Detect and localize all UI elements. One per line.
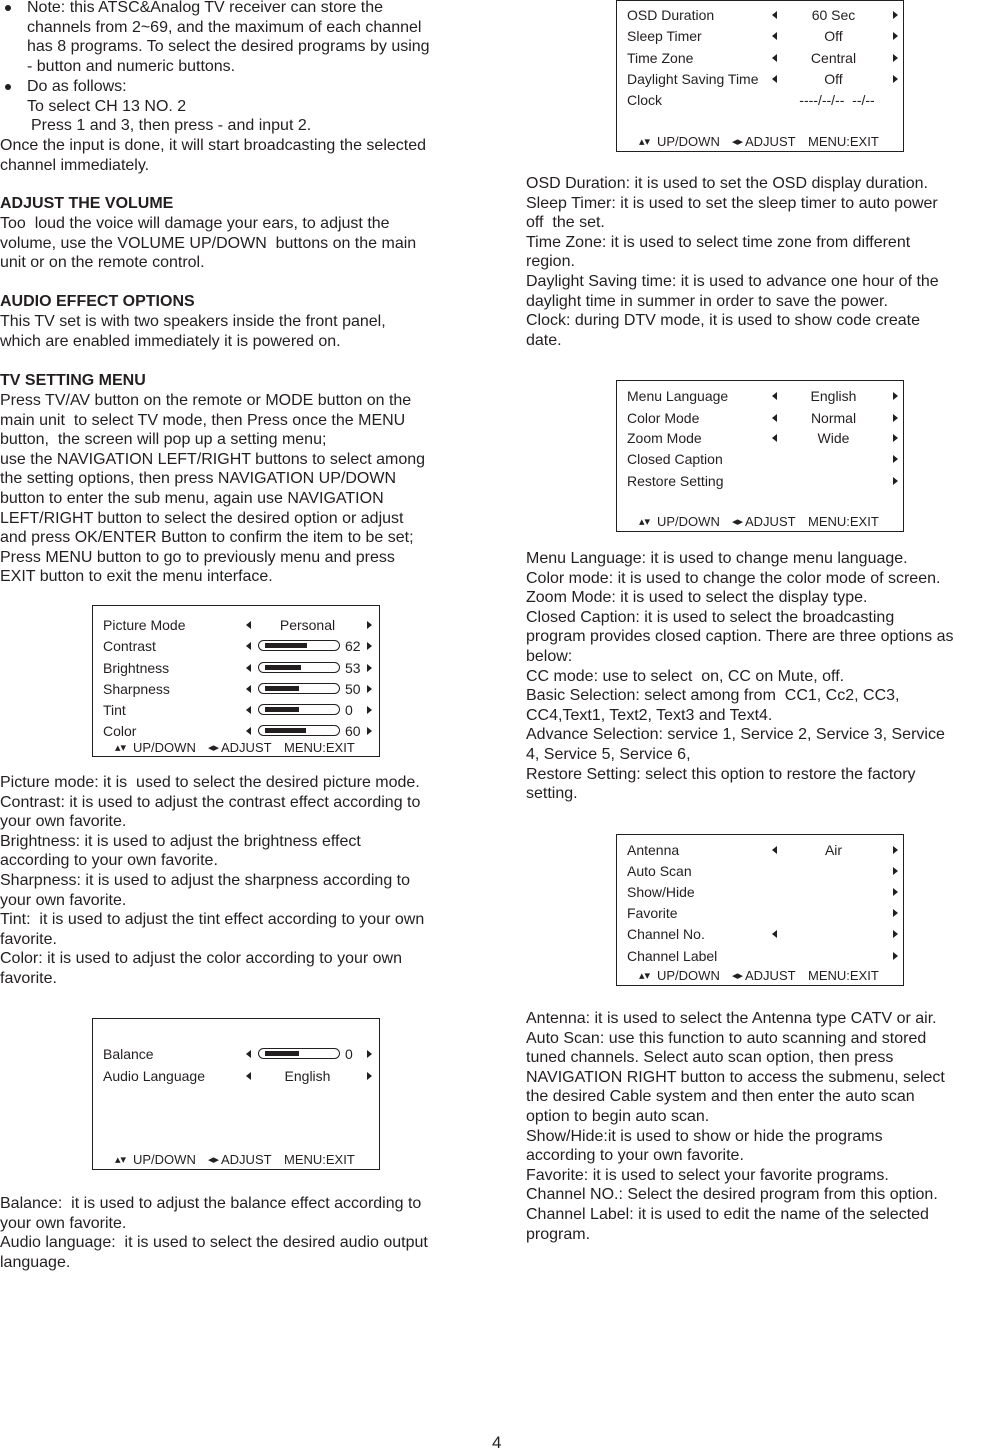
menu-row-value: 50 — [345, 681, 361, 697]
menu-row-label: Channel Label — [627, 948, 718, 964]
audio-description — [0, 1194, 428, 1272]
right-arrow-icon[interactable] — [893, 414, 898, 422]
menu-row-value: ----/--/-- --/-- — [799, 92, 875, 108]
up-down-arrows-icon: ▴▾ — [115, 1154, 127, 1166]
value-slider[interactable] — [258, 683, 340, 694]
menu-row-value: 60 Sec — [811, 7, 856, 23]
menu-row-label: Closed Caption — [627, 451, 723, 467]
up-down-arrows-icon: ▴▾ — [639, 136, 651, 148]
text-line: Do as follows: — [27, 78, 127, 95]
right-arrow-icon[interactable] — [893, 392, 898, 400]
time-menu — [616, 0, 904, 152]
text-line: tuned channels. Select auto scan option, then press — [526, 1049, 894, 1067]
text-line: volume, use the VOLUME UP/DOWN buttons on the main — [0, 234, 417, 252]
left-arrow-icon[interactable] — [772, 930, 777, 938]
text-line: Favorite: it is used to select your favorite programs. — [526, 1166, 889, 1184]
left-arrow-icon[interactable] — [246, 621, 251, 629]
footer-updown: UP/DOWN — [657, 514, 720, 529]
menu-row-label: Daylight Saving Time — [627, 71, 759, 87]
menu-row-label: Channel No. — [627, 926, 705, 942]
menu-row-label: Show/Hide — [627, 884, 695, 900]
bullet-icon — [5, 84, 11, 90]
menu-row[interactable] — [617, 49, 903, 67]
text-line: which are enabled immediately it is powered on. — [0, 332, 341, 350]
menu-row-label: Sharpness — [103, 681, 170, 697]
text-line: option to begin auto scan. — [526, 1107, 710, 1125]
text-line: favorite. — [0, 930, 57, 948]
menu-row[interactable] — [617, 947, 903, 965]
page-number: 4 — [492, 1433, 502, 1450]
text-line: Balance: it is used to adjust the balance effect according to — [0, 1195, 422, 1212]
text-line: CC mode: use to select on, CC on Mute, off. — [526, 667, 845, 685]
menu-row[interactable] — [617, 450, 903, 468]
text-line: daylight time in summer in order to save the power. — [526, 292, 888, 310]
footer-adjust: ADJUST — [221, 1152, 272, 1167]
menu-row-value: 0 — [345, 1046, 353, 1062]
menu-row[interactable] — [93, 659, 379, 677]
text-line: CC4,Text1, Text2, Text3 and Text4. — [526, 706, 773, 724]
text-line: and press OK/ENTER Button to confirm the item to be set; — [0, 529, 414, 547]
left-arrow-icon[interactable] — [772, 392, 777, 400]
text-line: the setting options, then press NAVIGATION UP/DOWN — [0, 470, 396, 488]
note-bullet — [27, 0, 430, 76]
right-arrow-icon[interactable] — [893, 54, 898, 62]
right-arrow-icon[interactable] — [893, 32, 898, 40]
footer-adjust: ADJUST — [745, 968, 796, 983]
text-line: setting. — [526, 785, 578, 803]
value-slider[interactable] — [258, 640, 340, 651]
menu-row-value: 60 — [345, 723, 361, 739]
heading-tv-setting-menu — [0, 371, 146, 391]
right-arrow-icon[interactable] — [893, 434, 898, 442]
left-arrow-icon[interactable] — [246, 642, 251, 650]
right-arrow-icon[interactable] — [893, 930, 898, 938]
slider-fill — [265, 1051, 299, 1056]
footer-exit: MENU:EXIT — [284, 1152, 355, 1167]
audio-menu — [92, 1018, 380, 1170]
left-arrow-icon[interactable] — [246, 1050, 251, 1058]
paragraph — [0, 136, 426, 175]
right-arrow-icon[interactable] — [893, 477, 898, 485]
channel-description — [526, 1009, 945, 1244]
right-arrow-icon[interactable] — [893, 888, 898, 896]
menu-row-label: Zoom Mode — [627, 430, 702, 446]
footer-adjust: ADJUST — [745, 514, 796, 529]
menu-row[interactable] — [93, 701, 379, 719]
footer-adjust: ADJUST — [221, 740, 272, 755]
text-line: Clock: during DTV mode, it is used to show code create — [526, 312, 920, 330]
text-line: main unit to select TV mode, then Press once the MENU — [0, 411, 406, 429]
up-down-arrows-icon: ▴▾ — [639, 970, 651, 982]
slider-fill — [265, 707, 299, 712]
up-down-arrows-icon: ▴▾ — [115, 742, 127, 754]
text-line: Picture mode: it is used to select the desired picture mode. — [0, 774, 420, 791]
left-arrow-icon[interactable] — [246, 685, 251, 693]
left-right-arrows-icon: ◂▸ — [732, 516, 744, 528]
menu-row[interactable] — [93, 1067, 379, 1085]
text-line: AUDIO EFFECT OPTIONS — [0, 293, 195, 310]
right-arrow-icon[interactable] — [367, 664, 372, 672]
slider-fill — [265, 643, 307, 648]
left-arrow-icon[interactable] — [246, 664, 251, 672]
heading-audio-effect — [0, 292, 195, 312]
text-line: - button and numeric buttons. — [27, 57, 236, 75]
text-line: Audio language: it is used to select the desired audio output — [0, 1234, 428, 1252]
text-line: Zoom Mode: it is used to select the display type. — [526, 589, 868, 607]
footer-updown: UP/DOWN — [133, 1152, 196, 1167]
steps-bullet — [27, 77, 186, 116]
text-line: Press MENU button to go to previously menu and press — [0, 548, 395, 566]
text-line: Brightness: it is used to adjust the brightness effect — [0, 832, 361, 850]
text-line: Advance Selection: service 1, Service 2, Service 3, Service — [526, 726, 945, 744]
text-line: program. — [526, 1225, 591, 1243]
text-line: Color: it is used to adjust the color according to your own — [0, 950, 402, 968]
menu-row-value: English — [284, 1068, 331, 1084]
text-line: Note: this ATSC&Analog TV receiver can store the — [27, 0, 384, 16]
picture-menu — [92, 605, 380, 757]
right-arrow-icon[interactable] — [893, 867, 898, 875]
text-line: button, the screen will pop up a setting menu; — [0, 431, 327, 449]
left-arrow-icon[interactable] — [772, 434, 777, 442]
menu-row-label: Tint — [103, 702, 126, 718]
left-right-arrows-icon: ◂▸ — [732, 136, 744, 148]
text-line: button to enter the sub menu, again use NAVIGATION — [0, 489, 384, 507]
text-line: channel immediately. — [0, 156, 150, 174]
right-arrow-icon[interactable] — [367, 727, 372, 735]
setup-description — [526, 549, 954, 804]
left-arrow-icon[interactable] — [246, 727, 251, 735]
left-arrow-icon[interactable] — [772, 32, 777, 40]
footer-exit: MENU:EXIT — [808, 514, 879, 529]
footer-updown: UP/DOWN — [657, 134, 720, 149]
left-arrow-icon[interactable] — [772, 75, 777, 83]
text-line: the desired Cable system and then enter the auto scan — [526, 1088, 915, 1106]
text-line: Antenna: it is used to select the Antenna type CATV or air. — [526, 1010, 937, 1027]
text-line: Show/Hide:it is used to show or hide the programs — [526, 1127, 883, 1145]
menu-row-value: 53 — [345, 660, 361, 676]
menu-row-label: Auto Scan — [627, 863, 692, 879]
menu-row-value: Normal — [810, 410, 857, 426]
left-right-arrows-icon: ◂▸ — [208, 742, 220, 754]
footer-exit: MENU:EXIT — [808, 134, 879, 149]
menu-row-label: Audio Language — [103, 1068, 205, 1084]
text-line: Closed Caption: it is used to select the broadcasting — [526, 608, 895, 626]
slider-fill — [265, 686, 299, 691]
right-arrow-icon[interactable] — [367, 621, 372, 629]
text-line: Press TV/AV button on the remote or MODE button on the — [0, 392, 412, 409]
text-line: use the NAVIGATION LEFT/RIGHT buttons to select among — [0, 450, 426, 468]
text-line: Restore Setting: select this option to restore the factory — [526, 765, 916, 783]
text-line: has 8 programs. To select the desired programs by using — [27, 38, 430, 56]
text-line: region. — [526, 253, 575, 271]
menu-row-value: 0 — [345, 702, 353, 718]
menu-row-label: Contrast — [103, 638, 156, 654]
text-line: channels from 2~69, and the maximum of each channel — [27, 18, 422, 36]
menu-row-label: Color — [103, 723, 137, 739]
menu-row-value: Wide — [817, 430, 850, 446]
right-arrow-icon[interactable] — [893, 11, 898, 19]
text-line: Contrast: it is used to adjust the contrast effect according to — [0, 793, 421, 811]
left-arrow-icon[interactable] — [772, 846, 777, 854]
right-arrow-icon[interactable] — [893, 909, 898, 917]
picture-description — [0, 773, 424, 989]
right-arrow-icon[interactable] — [367, 642, 372, 650]
text-line: Channel Label: it is used to edit the name of the selected — [526, 1205, 929, 1223]
text-line: unit or on the remote control. — [0, 254, 205, 272]
text-line: 4, Service 5, Service 6, — [526, 745, 691, 763]
footer-exit: MENU:EXIT — [808, 968, 879, 983]
menu-row-value: English — [810, 388, 857, 404]
menu-row[interactable] — [93, 637, 379, 655]
menu-row[interactable] — [93, 616, 379, 634]
text-line: according to your own favorite. — [526, 1147, 744, 1165]
menu-row[interactable] — [617, 925, 903, 943]
text-line: TV SETTING MENU — [0, 372, 146, 389]
menu-row[interactable] — [617, 841, 903, 859]
up-down-arrows-icon: ▴▾ — [639, 516, 651, 528]
menu-row-value: 62 — [345, 638, 361, 654]
channel-menu — [616, 834, 904, 986]
paragraph — [0, 391, 425, 587]
right-arrow-icon[interactable] — [893, 455, 898, 463]
setup-menu — [616, 380, 904, 532]
menu-row[interactable] — [93, 722, 379, 740]
menu-row[interactable] — [617, 409, 903, 427]
text-line: Auto Scan: use this function to auto scanning and stored — [526, 1029, 927, 1047]
menu-row[interactable] — [617, 6, 903, 24]
text-line: ADJUST THE VOLUME — [0, 195, 174, 212]
value-slider[interactable] — [258, 704, 340, 715]
menu-row-value: Air — [824, 842, 843, 858]
text-line: Daylight Saving time: it is used to advance one hour of the — [526, 272, 939, 290]
footer-updown: UP/DOWN — [133, 740, 196, 755]
text-line: Menu Language: it is used to change menu language. — [526, 550, 908, 567]
menu-row[interactable] — [617, 472, 903, 490]
menu-row-label: Color Mode — [627, 410, 700, 426]
text-line: below: — [526, 647, 573, 665]
menu-row[interactable] — [617, 883, 903, 901]
text-line: Too loud the voice will damage your ears, to adjust the — [0, 215, 390, 232]
menu-row-label: Antenna — [627, 842, 680, 858]
left-right-arrows-icon: ◂▸ — [208, 1154, 220, 1166]
menu-row-label: Menu Language — [627, 388, 729, 404]
text-line: Channel NO.: Select the desired program from this option. — [526, 1186, 938, 1204]
menu-row-label: Picture Mode — [103, 617, 186, 633]
left-arrow-icon[interactable] — [772, 11, 777, 19]
right-arrow-icon[interactable] — [893, 75, 898, 83]
text-line: favorite. — [0, 969, 57, 987]
menu-row-value: Personal — [279, 617, 336, 633]
text-line: LEFT/RIGHT button to select the desired option or adjust — [0, 509, 404, 527]
text-line: language. — [0, 1253, 71, 1271]
menu-row[interactable] — [617, 387, 903, 405]
right-arrow-icon[interactable] — [367, 1072, 372, 1080]
menu-row-label: OSD Duration — [627, 7, 715, 23]
text-line: Sharpness: it is used to adjust the sharpness according to — [0, 871, 411, 889]
menu-row-label: Time Zone — [627, 50, 694, 66]
menu-row-value: Off — [824, 28, 843, 44]
bullet-icon — [5, 5, 11, 11]
menu-row-label: Sleep Timer — [627, 28, 702, 44]
left-right-arrows-icon: ◂▸ — [732, 970, 744, 982]
paragraph — [0, 214, 416, 273]
menu-row-label: Clock — [627, 92, 663, 108]
left-arrow-icon[interactable] — [772, 54, 777, 62]
text-line: program provides closed caption. There are three options as — [526, 628, 954, 646]
text-line: Time Zone: it is used to select time zone from different — [526, 233, 911, 251]
menu-row-label: Balance — [103, 1046, 154, 1062]
left-arrow-icon[interactable] — [246, 1072, 251, 1080]
text-line: OSD Duration: it is used to set the OSD display duration. — [526, 175, 928, 192]
menu-row[interactable] — [617, 27, 903, 45]
time-description — [526, 174, 939, 350]
menu-row[interactable] — [617, 70, 903, 88]
menu-row-value: Central — [810, 50, 857, 66]
steps-detail — [31, 116, 311, 136]
left-arrow-icon[interactable] — [246, 706, 251, 714]
footer-updown: UP/DOWN — [657, 968, 720, 983]
slider-fill — [265, 728, 306, 733]
value-slider[interactable] — [258, 662, 340, 673]
menu-row[interactable] — [617, 904, 903, 922]
menu-row-value: Off — [824, 71, 843, 87]
value-slider[interactable] — [258, 725, 340, 736]
right-arrow-icon[interactable] — [367, 685, 372, 693]
text-line: Basic Selection: select among from CC1, Cc2, CC3, — [526, 687, 900, 705]
menu-row[interactable] — [93, 1045, 379, 1063]
text-line: To select CH 13 NO. 2 — [27, 97, 187, 115]
heading-adjust-volume — [0, 194, 173, 214]
text-line: your own favorite. — [0, 1214, 127, 1232]
menu-row[interactable] — [617, 91, 903, 109]
menu-row-label: Favorite — [627, 905, 678, 921]
text-line: Tint: it is used to adjust the tint effect according to your own — [0, 911, 425, 929]
menu-row[interactable] — [617, 862, 903, 880]
text-line: your own favorite. — [0, 891, 127, 909]
left-arrow-icon[interactable] — [772, 414, 777, 422]
menu-row[interactable] — [617, 429, 903, 447]
text-line: date. — [526, 331, 562, 349]
text-line: your own favorite. — [0, 813, 127, 831]
text-line: according to your own favorite. — [0, 852, 218, 870]
text-line: Press 1 and 3, then press - and input 2. — [31, 117, 312, 134]
right-arrow-icon[interactable] — [367, 706, 372, 714]
slider-fill — [265, 665, 301, 670]
menu-row-label: Restore Setting — [627, 473, 724, 489]
right-arrow-icon[interactable] — [893, 846, 898, 854]
paragraph — [0, 312, 386, 351]
footer-exit: MENU:EXIT — [284, 740, 355, 755]
menu-row[interactable] — [93, 680, 379, 698]
text-line: Sleep Timer: it is used to set the sleep timer to auto power — [526, 194, 938, 212]
right-arrow-icon[interactable] — [367, 1050, 372, 1058]
text-line: EXIT button to exit the menu interface. — [0, 568, 273, 586]
menu-row-label: Brightness — [103, 660, 170, 676]
text-line: NAVIGATION RIGHT button to access the submenu, select — [526, 1068, 945, 1086]
footer-adjust: ADJUST — [745, 134, 796, 149]
text-line: This TV set is with two speakers inside the front panel, — [0, 313, 386, 330]
text-line: Once the input is done, it will start broadcasting the selected — [0, 137, 427, 154]
value-slider[interactable] — [258, 1048, 340, 1059]
right-arrow-icon[interactable] — [893, 952, 898, 960]
text-line: Color mode: it is used to change the color mode of screen. — [526, 569, 941, 587]
text-line: off the set. — [526, 214, 605, 232]
